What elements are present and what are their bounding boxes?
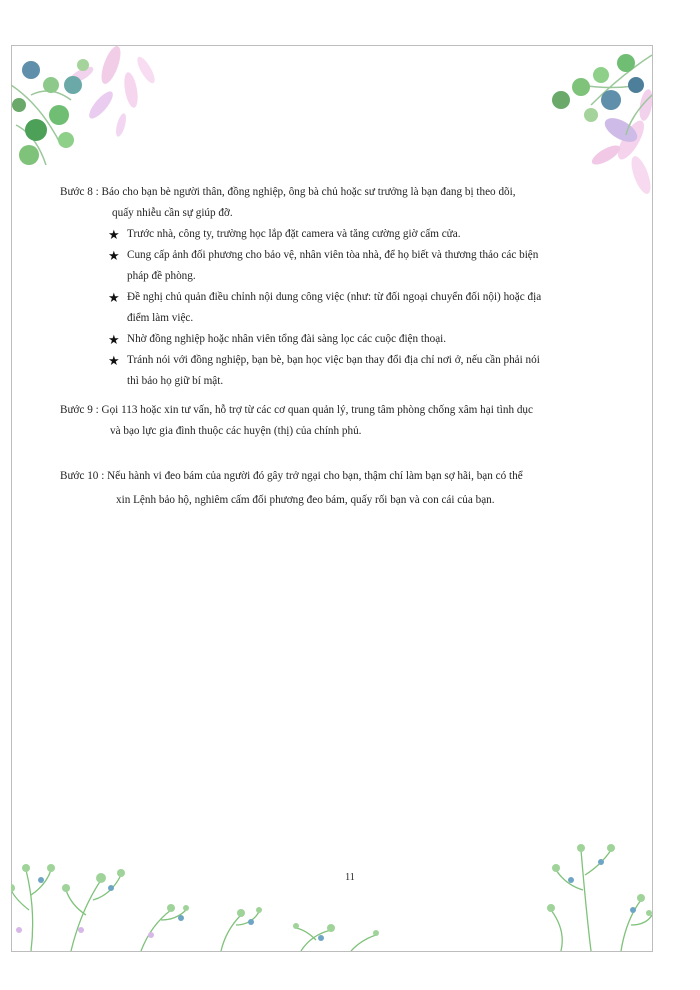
page-number: 11: [345, 872, 355, 883]
step-8-line-1: Bước 8 : Báo cho bạn bè người thân, đồng nghiệp, ông bà chủ hoặc sư trưởng là bạn đang bị theo dõi,: [60, 186, 516, 198]
star-icon: ★: [108, 227, 120, 242]
step-9-label: Bước 9 :: [60, 404, 99, 416]
step-10-label: Bước 10 :: [60, 470, 105, 482]
step-9: [60, 400, 620, 442]
bullet-item: ★ Cung cấp ảnh đối phương cho bảo vệ, nhân viên tòa nhà, để họ biết và thương thảo các biện pháp đề phòng.: [60, 245, 620, 287]
step-10-line-2: xin Lệnh bảo hộ, nghiêm cấm đối phương đeo bám, quấy rối bạn và con cái của bạn.: [116, 494, 495, 506]
bullet-item: ★ Nhờ đồng nghiệp hoặc nhân viên tổng đài sàng lọc các cuộc điện thoại.: [60, 329, 620, 350]
star-icon: ★: [108, 353, 120, 368]
step-8: [60, 182, 620, 392]
bullet-item: ★ Đề nghị chủ quản điều chỉnh nội dung công việc (như: từ đối ngoại chuyển đối nội) hoặc địa điểm làm việc.: [60, 287, 620, 329]
step-9-line-2: và bạo lực gia đình thuộc các huyện (thị) của chính phủ.: [110, 425, 362, 437]
step-8-line-2: quấy nhiễu cần sự giúp đỡ.: [112, 207, 233, 219]
step-8-label: Bước 8 :: [60, 186, 99, 198]
star-icon: ★: [108, 290, 120, 305]
step-10-line-1: Bước 10 : Nếu hành vi đeo bám của người đó gây trở ngại cho bạn, thậm chí làm bạn sợ hãi, bạn có thể: [60, 470, 523, 482]
step-8-bullet-list: [60, 224, 620, 392]
step-9-line-1: Bước 9 : Gọi 113 hoặc xin tư vấn, hỗ trợ từ các cơ quan quản lý, trung tâm phòng chống xâm hại tình dục: [60, 404, 533, 416]
star-icon: ★: [108, 248, 120, 263]
bullet-item: ★ Trước nhà, công ty, trường học lắp đặt camera và tăng cường giờ cấm cửa.: [60, 224, 620, 245]
step-10: [60, 466, 620, 511]
bullet-item: ★ Tránh nói với đồng nghiệp, bạn bè, bạn học việc bạn thay đổi địa chỉ nơi ở, nếu cần phải nói thì bảo họ giữ bí mật.: [60, 350, 620, 392]
star-icon: ★: [108, 332, 120, 347]
